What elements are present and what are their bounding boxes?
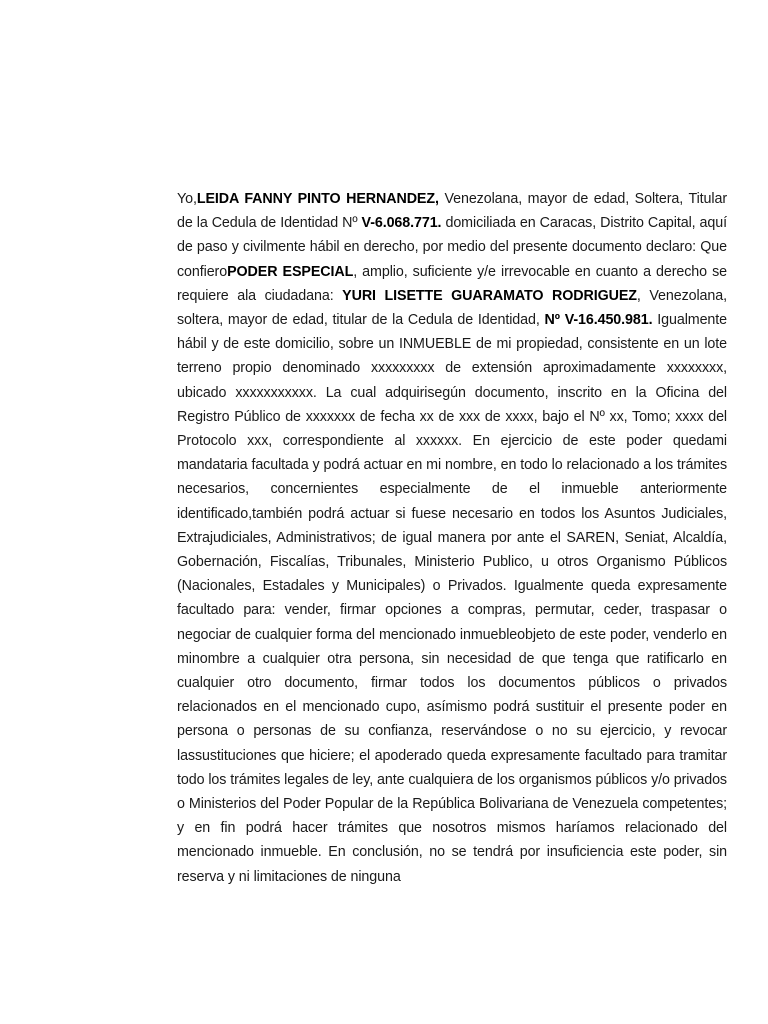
grantor-details: Venezolana, mayor de edad, Soltera, Titular de la Cedula de Identidad Nº	[177, 191, 727, 232]
attorney-details: , Venezolana, soltera, mayor de edad, titular de la Cedula de Identidad,	[177, 287, 727, 329]
attorney-id-number: Nº V-16.450.981.	[544, 312, 653, 329]
grantor-name: LEIDA FANNY PINTO HERNANDEZ,	[196, 191, 439, 207]
intro-text: Yo,	[177, 191, 197, 207]
body-text: Igualmente hábil y de este domicilio, sobre un INMUEBLE de mi propiedad, consistente en un lote terreno propio denominado xxxxxxxxx de extensión aproximadamente xxxxxxxx, ubicado xxxxxxxxxxx. La cual adquirisegún documento, inscrito en la Oficina del Registro Público de xxxxxxx de fecha xx de xxx de xxxx, bajo el Nº xx, Tomo; xxxx del Protocolo xxx, correspondiente al xxxxxx. En ejercicio de este poder quedami mandataria facultada y podrá actuar en mi nombre, en todo lo relacionado a los trámites necesarios, concernientes especialmente de el inmueble anteriormente identificado,también podrá actuar si fuese necesario en todos los Asuntos Judiciales, Extrajudiciales, Administrativos; de igual manera por ante el SAREN, Seniat, Alcaldía, Gobernación, Fiscalías, Tribunales, Ministerio Publico, u otros Organismo Públicos (Nacionales, Estadales y Municipales) o Privados. Igualmente queda expresamente facultado para: vender, firmar opciones a compras, permutar, ceder, traspasar o negociar de cualquier forma del mencionado inmuebleobjeto de este poder, venderlo en minombre a cualquier otra persona, sin necesidad de que tenga que ratificarlo en cualquier otro documento, firmar todos los documentos públicos o privados relacionados en el mencionado cupo, asímismo podrá sustituir el presente poder en persona o personas de su confianza, reservándose o no su ejercicio, y revocar lassustituciones que hiciere; el apoderado queda expresamente facultado para tramitar todo los trámites legales de ley, ante cualquiera de los organismos públicos y/o privados o Ministerios del Poder Popular de la República Bolivariana de Venezuela competentes; y en fin podrá hacer trámites que nosotros mismos haríamos relacionado del mencionado inmueble. En conclusión, no se tendrá por insuficiencia este poder, sin reserva y ni limitaciones de ninguna	[177, 312, 728, 885]
grantor-id-number: V-6.068.771.	[361, 215, 442, 232]
grantor-residence: domiciliada en Caracas, Distrito Capital, aquí de paso y civilmente hábil en derecho, por medio del presente documento declaro: Que confiero	[177, 215, 727, 280]
power-of-attorney-paragraph	[177, 187, 727, 889]
power-scope: , amplio, suficiente y/e irrevocable en cuanto a derecho se requiere ala ciudadana:	[177, 263, 727, 304]
power-type: PODER ESPECIAL	[227, 263, 354, 280]
attorney-name: YURI LISETTE GUARAMATO RODRIGUEZ	[342, 287, 637, 304]
